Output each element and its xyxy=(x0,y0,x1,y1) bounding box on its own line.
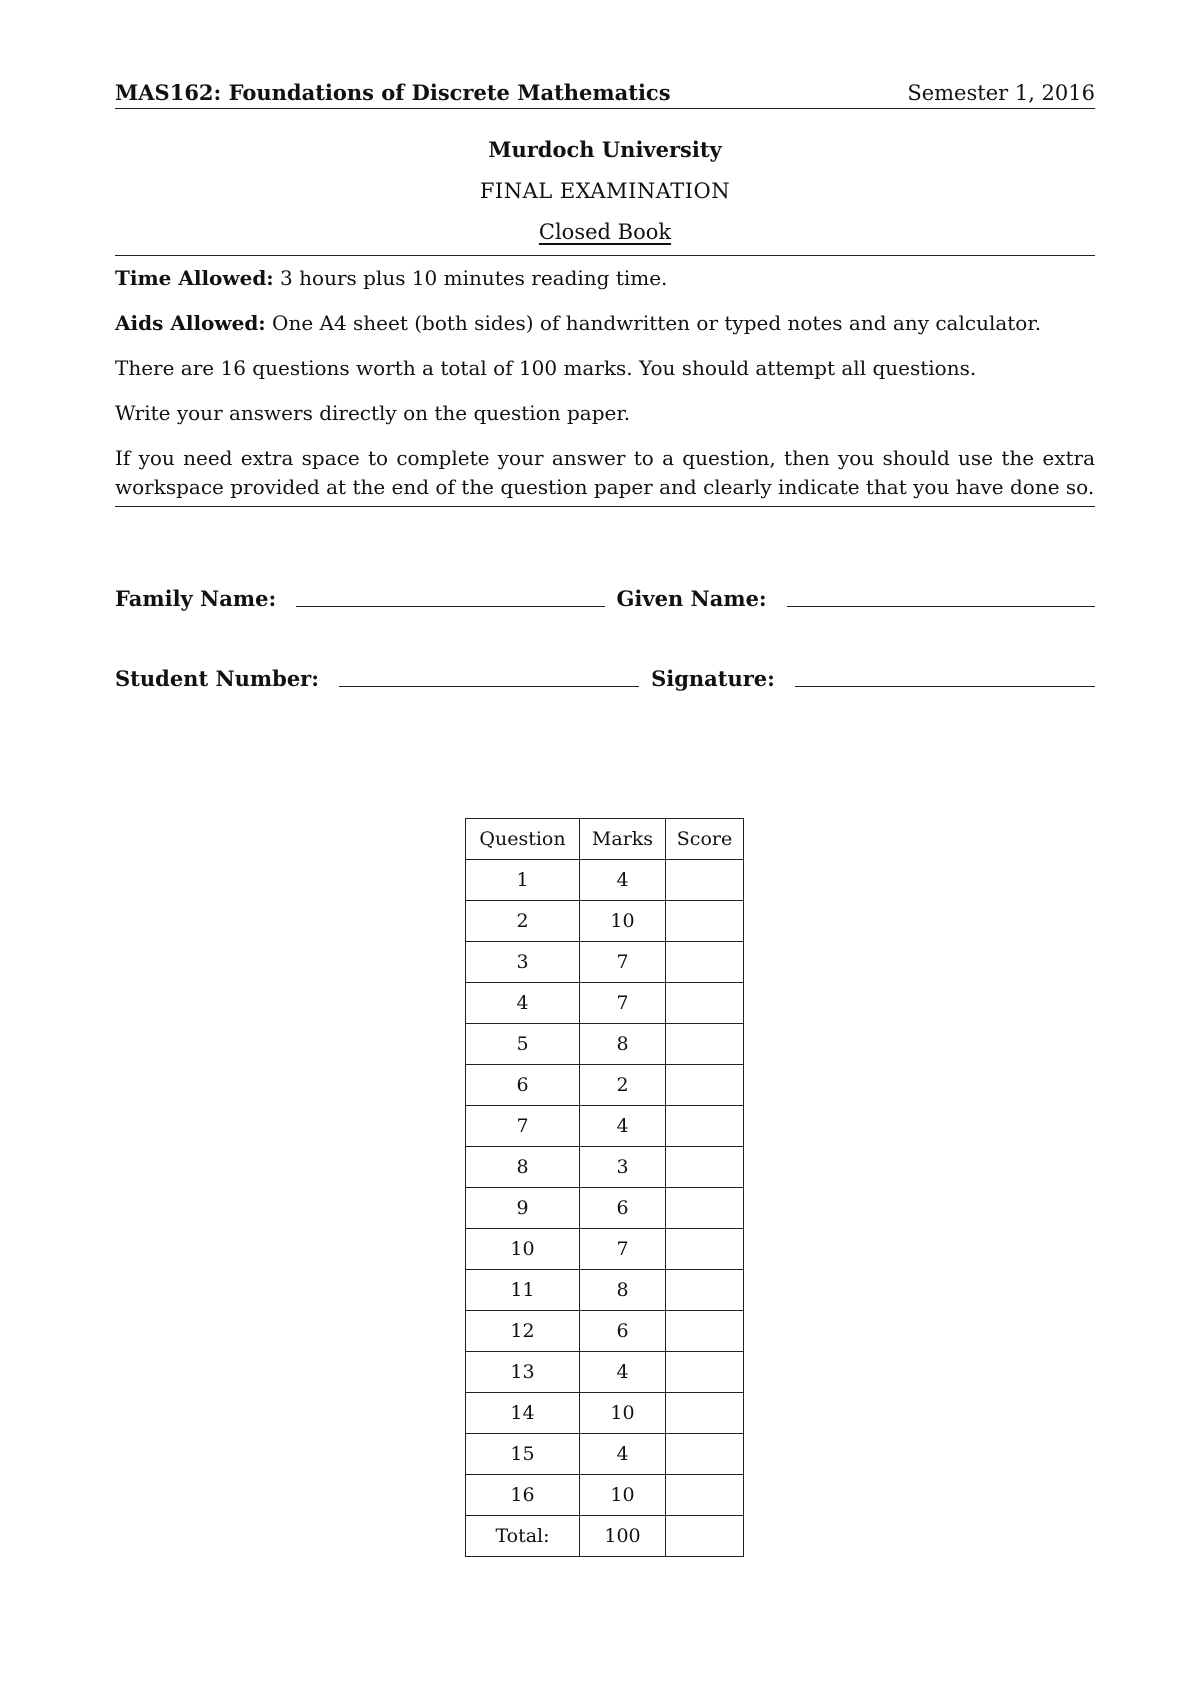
total-score-cell[interactable] xyxy=(666,1516,744,1557)
question-marks: 10 xyxy=(580,901,666,942)
time-allowed-text: 3 hours plus 10 minutes reading time. xyxy=(273,266,668,290)
total-marks: 100 xyxy=(580,1516,666,1557)
write-note: Write your answers directly on the question paper. xyxy=(115,401,631,425)
question-number: 1 xyxy=(466,860,580,901)
table-row xyxy=(466,983,744,1024)
exam-cover-page xyxy=(115,80,1095,691)
divider-top xyxy=(115,255,1095,256)
table-row xyxy=(466,1270,744,1311)
question-marks: 8 xyxy=(580,1270,666,1311)
question-number: 11 xyxy=(466,1270,580,1311)
question-number: 16 xyxy=(466,1475,580,1516)
question-marks: 6 xyxy=(580,1311,666,1352)
score-cell[interactable] xyxy=(666,901,744,942)
table-row xyxy=(466,942,744,983)
time-allowed-label: Time Allowed: xyxy=(115,266,274,290)
question-marks: 4 xyxy=(580,1106,666,1147)
total-row xyxy=(466,1516,744,1557)
id-row xyxy=(115,666,1095,691)
table-row xyxy=(466,1434,744,1475)
question-marks: 7 xyxy=(580,942,666,983)
question-marks: 4 xyxy=(580,860,666,901)
score-cell[interactable] xyxy=(666,1352,744,1393)
signature-field[interactable] xyxy=(795,685,1095,687)
question-marks: 10 xyxy=(580,1475,666,1516)
exam-title: FINAL EXAMINATION xyxy=(479,179,731,203)
running-header xyxy=(115,80,1095,109)
question-marks: 2 xyxy=(580,1065,666,1106)
question-number: 10 xyxy=(466,1229,580,1270)
score-cell[interactable] xyxy=(666,1065,744,1106)
student-details xyxy=(115,586,1095,691)
table-row xyxy=(466,1229,744,1270)
family-name-label: Family Name: xyxy=(115,586,277,611)
table-header-row xyxy=(466,819,744,860)
table-row xyxy=(466,1024,744,1065)
student-number-label: Student Number: xyxy=(115,666,320,691)
table-row xyxy=(466,1352,744,1393)
question-marks: 6 xyxy=(580,1188,666,1229)
time-allowed xyxy=(115,264,1095,293)
score-cell[interactable] xyxy=(666,1311,744,1352)
family-name-field[interactable] xyxy=(296,605,604,607)
question-marks: 8 xyxy=(580,1024,666,1065)
question-number: 7 xyxy=(466,1106,580,1147)
given-name-label: Given Name: xyxy=(616,586,767,611)
question-number: 2 xyxy=(466,901,580,942)
question-number: 12 xyxy=(466,1311,580,1352)
score-cell[interactable] xyxy=(666,1475,744,1516)
table-row xyxy=(466,1188,744,1229)
score-cell[interactable] xyxy=(666,983,744,1024)
question-marks: 7 xyxy=(580,1229,666,1270)
question-marks: 7 xyxy=(580,983,666,1024)
divider-bottom xyxy=(115,506,1095,507)
given-name-field[interactable] xyxy=(787,605,1095,607)
column-header-score: Score xyxy=(666,819,744,860)
questions-note: There are 16 questions worth a total of 100 marks. You should attempt all questions. xyxy=(115,356,977,380)
question-marks: 4 xyxy=(580,1352,666,1393)
question-marks: 3 xyxy=(580,1147,666,1188)
score-cell[interactable] xyxy=(666,1393,744,1434)
table-row xyxy=(466,1311,744,1352)
table-row xyxy=(466,1147,744,1188)
extra-space-note: If you need extra space to complete your answer to a question, then you should use the extra workspace provided at the end of the question paper and clearly indicate that you have done so. xyxy=(115,446,1095,499)
column-header-question: Question xyxy=(466,819,580,860)
signature-label: Signature: xyxy=(651,666,775,691)
score-cell[interactable] xyxy=(666,1229,744,1270)
name-row xyxy=(115,586,1095,611)
question-number: 3 xyxy=(466,942,580,983)
score-cell[interactable] xyxy=(666,1106,744,1147)
semester-label: Semester 1, 2016 xyxy=(907,81,1095,105)
score-cell[interactable] xyxy=(666,1188,744,1229)
question-marks: 10 xyxy=(580,1393,666,1434)
instructions-block xyxy=(115,264,1095,502)
table-row xyxy=(466,860,744,901)
question-number: 9 xyxy=(466,1188,580,1229)
student-number-field[interactable] xyxy=(339,685,639,687)
question-number: 5 xyxy=(466,1024,580,1065)
score-cell[interactable] xyxy=(666,1270,744,1311)
marks-table xyxy=(465,818,744,1557)
score-cell[interactable] xyxy=(666,1434,744,1475)
question-number: 6 xyxy=(466,1065,580,1106)
table-row xyxy=(466,1106,744,1147)
question-marks: 4 xyxy=(580,1434,666,1475)
exam-mode: Closed Book xyxy=(538,220,672,244)
column-header-marks: Marks xyxy=(580,819,666,860)
table-row xyxy=(466,1393,744,1434)
question-number: 8 xyxy=(466,1147,580,1188)
aids-allowed-label: Aids Allowed: xyxy=(115,311,266,335)
question-number: 4 xyxy=(466,983,580,1024)
score-cell[interactable] xyxy=(666,942,744,983)
score-cell[interactable] xyxy=(666,860,744,901)
question-number: 14 xyxy=(466,1393,580,1434)
course-title: MAS162: Foundations of Discrete Mathematics xyxy=(115,80,671,105)
question-number: 15 xyxy=(466,1434,580,1475)
score-cell[interactable] xyxy=(666,1024,744,1065)
table-row xyxy=(466,901,744,942)
aids-allowed-text: One A4 sheet (both sides) of handwritten or typed notes and any calculator. xyxy=(265,311,1042,335)
table-row xyxy=(466,1475,744,1516)
table-row xyxy=(466,1065,744,1106)
total-label: Total: xyxy=(466,1516,580,1557)
university-name: Murdoch University xyxy=(488,137,722,162)
aids-allowed xyxy=(115,309,1095,338)
score-cell[interactable] xyxy=(666,1147,744,1188)
question-number: 13 xyxy=(466,1352,580,1393)
